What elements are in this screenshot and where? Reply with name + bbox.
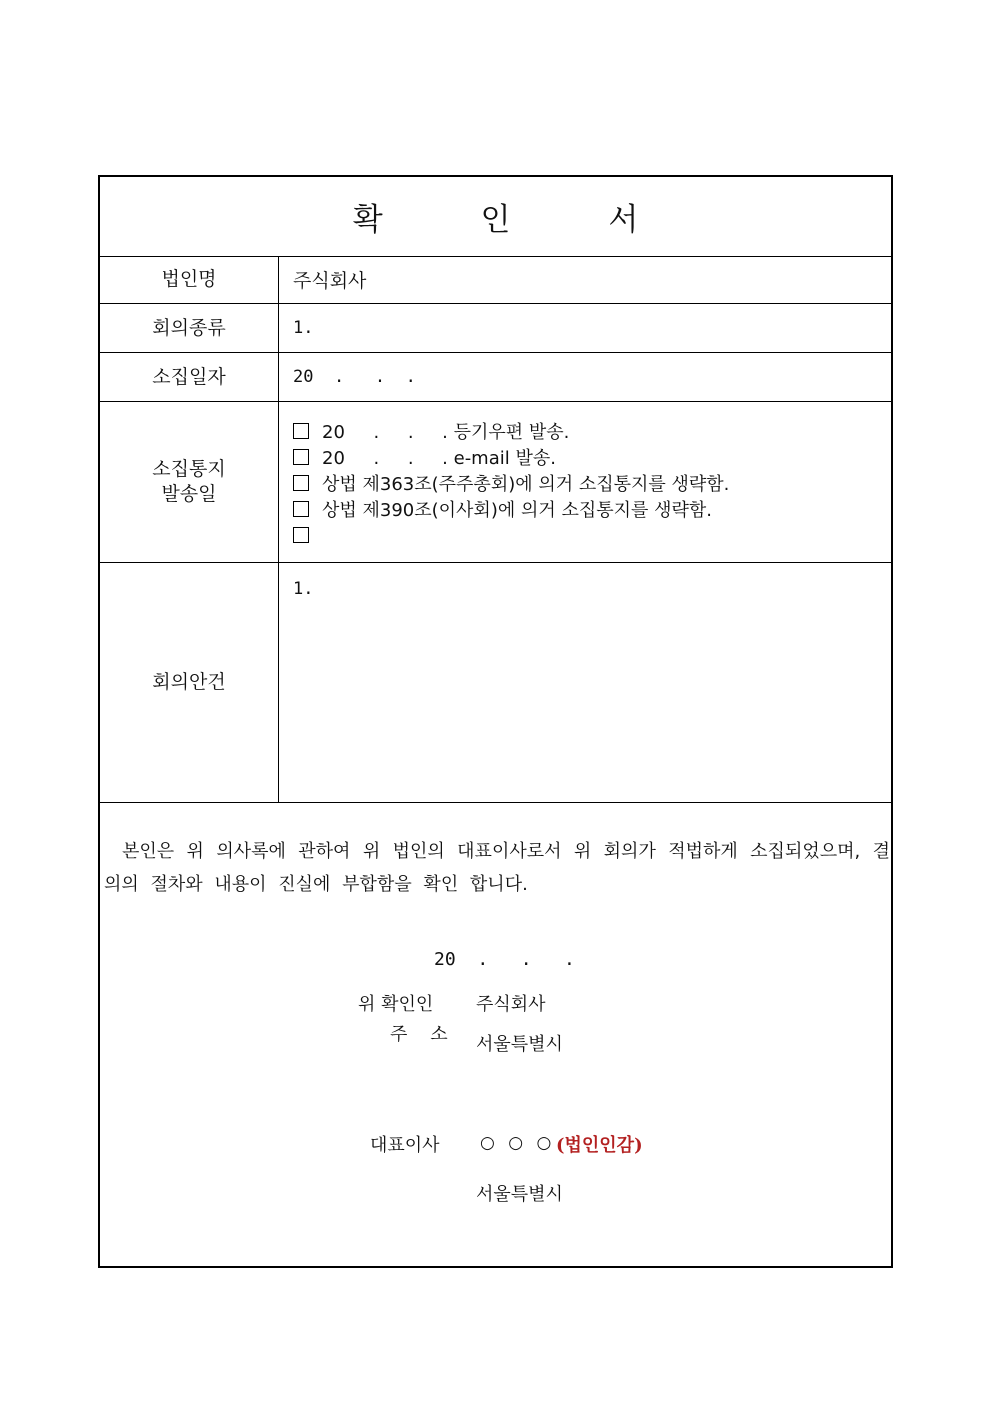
label-notice-date [100,402,279,562]
value-meeting-type: 1. [293,318,314,338]
row-notice-date [100,402,891,563]
label-agenda: 회의안건 [100,563,279,802]
value-convening-date: 20 . . . [293,367,416,387]
row-corp-name [100,256,891,304]
value-corp-name: 주식회사 [293,270,367,292]
notice-option-label: 상법 제390조(이사회)에 의거 소집통지를 생략함. [322,500,712,521]
ceo-address: 서울특별시 [476,1184,563,1205]
notice-option-label: 상법 제363조(주주총회)에 의거 소집통지를 생략함. [322,474,730,495]
address-label: 주 소 [390,1024,448,1045]
row-agenda [100,563,891,803]
row-meeting-type [100,304,891,353]
label-meeting-type: 회의종류 [100,304,279,352]
label-corp-name: 법인명 [100,256,279,303]
label-notice-line2: 발송일 [161,483,217,505]
row-convening-date [100,353,891,402]
checkbox-omit-shareholders[interactable] [293,475,309,491]
label-notice-line1: 소집통지 [152,458,226,480]
notice-options-list [293,418,891,548]
declaration-text: 본인은 위 의사록에 관하여 위 법인의 대표이사로서 위 회의가 적법하게 소집되었으며, 결의의 절차와 내용이 진실에 부합함을 확인 합니다. [104,841,890,895]
checkbox-other[interactable] [293,527,309,543]
notice-option [293,418,891,444]
notice-option [293,522,891,548]
address-value: 서울특별시 [476,1034,563,1055]
value-agenda: 1. [293,579,314,599]
checkbox-omit-board[interactable] [293,501,309,517]
signature-date: 20 . . . [434,949,575,970]
confirmation-document-frame [98,175,893,1268]
notice-option [293,470,891,496]
ceo-label: 대표이사 [370,1135,440,1156]
notice-option-label: 20 . . . e-mail 발송. [322,448,556,469]
notice-option-label: 20 . . . 등기우편 발송. [322,422,570,443]
title-row [100,177,891,257]
confirmer-label: 위 확인인 [358,994,434,1015]
checkbox-email[interactable] [293,449,309,465]
document-title: 확 인 서 [352,202,683,238]
label-convening-date: 소집일자 [100,353,279,401]
notice-option [293,496,891,522]
checkbox-registered-mail[interactable] [293,423,309,439]
notice-option [293,444,891,470]
corporate-seal-note: (법인인감) [556,1135,643,1156]
confirmer-company: 주식회사 [476,994,546,1015]
ceo-name-placeholder: ○ ○ ○ [480,1133,556,1153]
